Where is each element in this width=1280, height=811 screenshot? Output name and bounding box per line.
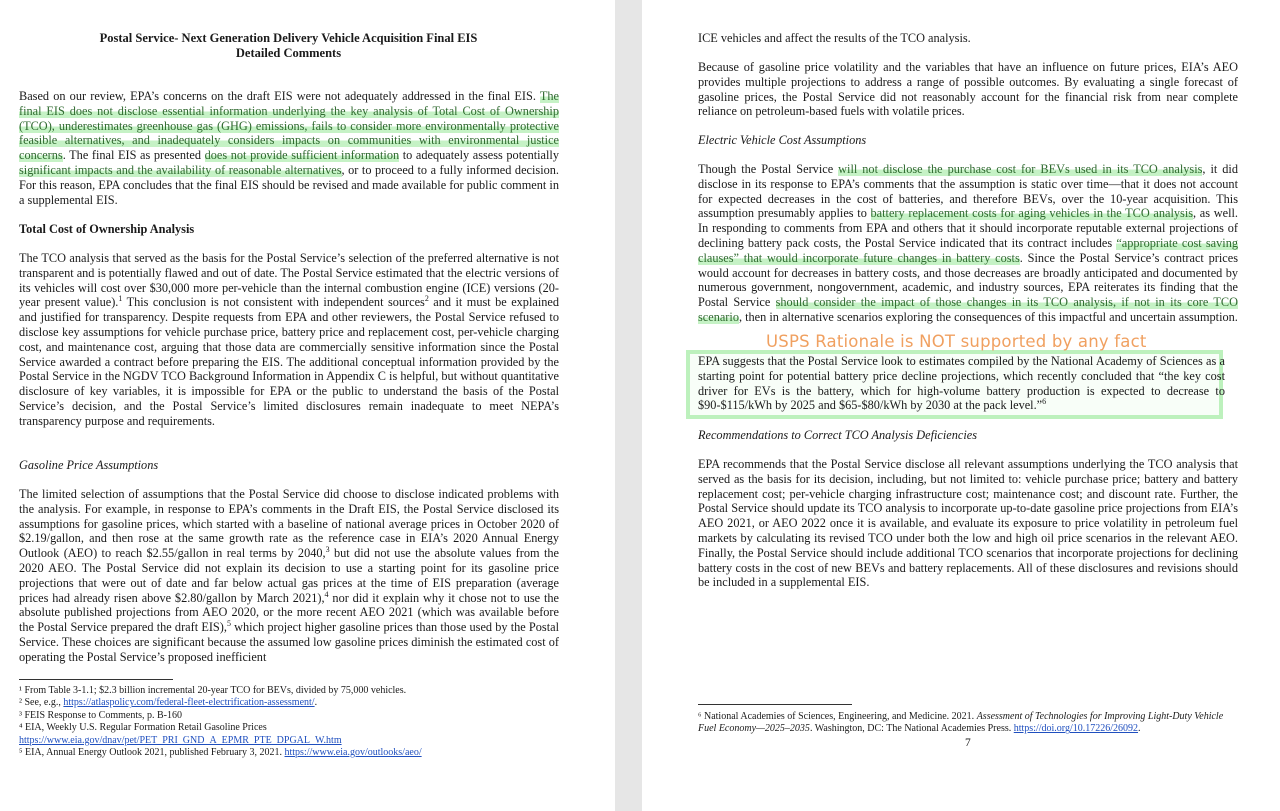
footnote-4: ⁴ EIA, Weekly U.S. Regular Formation Retail Gasoline Prices	[19, 722, 267, 734]
ev-cost-heading: Electric Vehicle Cost Assumptions	[698, 133, 867, 147]
ev-cost-paragraph: Though the Postal Service will not disclose the purchase cost for BEVs used in its TCO analysis, it did disclose in its response to EPA’s comments that the assumption is static over time—that it does not account for expected decreases in the cost of batteries, and therefore BEVs, over the 10-year acquisition. This assumption presumably applies to battery replacement costs for aging vehicles in the TCO analysis, as well. In responding to comments from EPA and others that it should incorporate reputable external projections of declining battery pack costs, the Postal Service indicated that its contract includes “appropriate cost saving clauses” that would incorporate future changes in battery costs. Since the Postal Service’s contract prices would account for decreases in battery costs, and those decreases are broadly anticipated and documented by numerous government, nongovernment, academic, and industry sources, EPA reiterates its finding that the Postal Service should consider the impact of those changes in its TCO analysis, if not in its core TCO scenario, then in alternative scenarios exploring the consequences of this impactful and uncertain assumption.	[698, 162, 1238, 324]
gasoline-paragraph: The limited selection of assumptions that the Postal Service did choose to disclose indicated problems with the analysis. For example, in response to EPA’s comments in the Draft EIS, the Postal Service disclosed its assumptions for gasoline prices, which started with a baseline of national average prices in October 2020 of $2.19/gallon, and then rose at the same growth rate as the reference case in EIA’s 2020 Annual Energy Outlook (AEO) to reach $2.55/gallon in real terms by 2040,$^3$ but did not use the absolute values from the 2020 AEO. The Postal Service did not explain its decision to use a starting point for its gasoline price projections that were out of date and far below actual gas prices at the time of EIS preparation (average prices had already risen above $2.80/gallon by March 2021),$^4$ nor did it explain why it chose not to use the absolute published projections from AEO 2020, or the more recent AEO 2021 (which was available before the Postal Service prepared the draft EIS),$^5$ which project higher gasoline prices than those used by the Postal Service. These choices are significant because the assumed low gasoline prices diminish the estimated cost of operating the Postal Service’s proposed inefficient	[19, 487, 560, 664]
footnote-6: ⁶ National Academies of Sciences, Engineering, and Medicine. 2021. Assessment of Technologies for Improving Light-Duty Vehicle Fuel Economy—2025–2035. Washington, DC: The National Academies Press. https://doi.org/10.17226/26092.	[698, 711, 1224, 735]
tco-heading: Total Cost of Ownership Analysis	[19, 222, 195, 236]
highlight-insufficient-info: does not provide sufficient information	[204, 148, 400, 163]
intro-paragraph: Based on our review, EPA’s concerns on the draft EIS were not adequately addressed in the final EIS. The final EIS does not disclose essential information underlying the key analysis of Total Cost of Ownership (TCO), underestimates greenhouse gas (GHG) emissions, fails to consider more environmentally protective feasible alternatives, and inadequately considers impacts on communities with environmental justice concerns. The final EIS as presented does not provide sufficient information to adequately assess potentially significant impacts and the availability of reasonable alternatives, or to proceed to a fully informed decision. For this reason, EPA concludes that the final EIS should be revised and made available for public comment in a supplemental EIS.	[19, 89, 559, 207]
footnote-5: ⁵ EIA, Annual Energy Outlook 2021, published February 3, 2021. https://www.eia.gov/outlooks/aeo/	[19, 747, 422, 759]
footnote-ref-2[interactable]: 2	[424, 294, 429, 304]
nas-doi-link[interactable]: https://doi.org/10.17226/26092	[1013, 723, 1139, 735]
recommendations-paragraph: EPA recommends that the Postal Service disclose all relevant assumptions underlying the TCO analysis that served as the basis for its decision, including, but not limited to: vehicle purchase price; battery and battery replacement cost; per-vehicle charging infrastructure cost; maintenance cost; and discount rate. Further, the Postal Service should update its TCO analysis to incorporate up-to-date gasoline price projections from EIA’s AEO 2021, or AEO 2022 once it is available, and evaluate its exposure to price volatility in petroleum fuel markets by calculating its revised TCO under both the low and high oil price scenarios in the relevant AEO. Finally, the Postal Service should include additional TCO scenarios that incorporate projections for declining battery costs in the cost of new BEVs and battery replacements. All of these disclosures and revisions should be included in a supplemental EIS.	[698, 457, 1238, 590]
footnote-3: ³ FEIS Response to Comments, p. B-160	[19, 709, 183, 721]
page-number: 7	[965, 737, 971, 749]
footnote-2: ² See, e.g., https://atlaspolicy.com/federal-fleet-electrification-assessment/.	[19, 697, 318, 709]
continued-text: ICE vehicles and affect the results of the TCO analysis.	[698, 31, 971, 45]
atlaspolicy-link[interactable]: https://atlaspolicy.com/federal-fleet-electrification-assessment/	[63, 697, 315, 709]
footnote-divider	[698, 704, 852, 705]
page-gutter	[615, 0, 642, 811]
left-page	[0, 0, 615, 811]
volatility-paragraph: Because of gasoline price volatility and the variables that have an influence on future prices, EIA’s AEO provides multiple projections to address a range of possible outcomes. By evaluating a single forecast of gasoline prices, the Postal Service did not reasonably account for the financial risk from near complete reliance on petroleum-based fuels with volatile prices.	[698, 60, 1238, 119]
eia-gasoline-link[interactable]: https://www.eia.gov/dnav/pet/PET_PRI_GND_A_EPMR_PTE_DPGAL_W.htm	[19, 734, 342, 746]
footnote-1: ¹ From Table 3-1.1; $2.3 billion incremental 20-year TCO for BEVs, divided by 75,000 vehicles.	[19, 685, 407, 696]
highlight-key-findings: The final EIS does not disclose essential information underlying the key analysis of Total Cost of Ownership (TCO), underestimates greenhouse gas (GHG) emissions, fails to consider more environmentally protective feasible alternatives, and inadequately considers impacts on communities with environmental justice concerns	[19, 89, 559, 163]
recommendations-heading: Recommendations to Correct TCO Analysis Deficiencies	[698, 428, 978, 442]
eia-aeo-link[interactable]: https://www.eia.gov/outlooks/aeo/	[284, 747, 422, 759]
nas-paragraph: EPA suggests that the Postal Service look to estimates compiled by the National Academy of Sciences as a starting point for potential battery price decline projections, which recently concluded that “the key cost driver for EVs is the battery, which for high-volume battery production is expected to decrease to $90-$115/kWh by 2025 and $65-$80/kWh by 2030 at the pack level.”$^6$	[698, 354, 1225, 413]
right-page	[642, 0, 1280, 811]
tco-paragraph: The TCO analysis that served as the basis for the Postal Service’s selection of the preferred alternative is not transparent and is potentially flawed and out of date. The Postal Service estimated that the electric versions of its vehicles will cost over $30,000 more per-vehicle than the internal combustion engine (ICE) versions (20-year present value).$^1$ This conclusion is not consistent with independent sources$^2$ and it must be explained and justified for transparency. Despite requests from EPA and other reviewers, the Postal Service refused to disclose key assumptions for vehicle purchase price, battery price and replacement cost, per-vehicle charging cost, and maintenance cost, arguing that those data are commercially sensitive information since the Postal Service awarded a contract before preparing the EIS. The additional conceptual information provided by the Postal Service in the NGDV TCO Background Information in Appendix C is helpful, but without quantitative disclosure of key variables, it is impossible for EPA or the public to understand the basis of the Postal Service’s decision, and the Postal Service’s limited disclosures remain inadequate to meet NEPA’s transparency purpose and requirements.	[19, 251, 559, 428]
footnote-ref-5[interactable]: 5	[226, 619, 231, 629]
highlight-purchase-cost: will not disclose the purchase cost for BEVs used in its TCO analysis	[838, 162, 1203, 176]
footnote-ref-6[interactable]: 6	[1042, 397, 1047, 407]
gasoline-heading: Gasoline Price Assumptions	[19, 458, 159, 472]
callout-annotation: USPS Rationale is NOT supported by any fact	[766, 332, 1147, 351]
highlight-cost-saving-clauses: “appropriate cost saving clauses” that would incorporate future changes in battery costs	[698, 235, 1238, 265]
footnote-ref-1[interactable]: 1	[118, 294, 123, 304]
footnotes	[19, 685, 579, 759]
footnote-divider	[19, 679, 173, 680]
highlight-consider-impact: should consider the impact of those changes in its TCO analysis, if not in its core TCO scenario	[698, 295, 1238, 324]
highlight-impacts-alternatives: significant impacts and the availability of reasonable alternatives	[19, 162, 342, 177]
highlight-battery-replacement: battery replacement costs for aging vehicles in the TCO analysis	[870, 206, 1194, 221]
document-title: Postal Service- Next Generation Delivery Vehicle Acquisition Final EIS	[99, 31, 478, 45]
footnote-ref-3[interactable]: 3	[325, 545, 330, 555]
document-subtitle: Detailed Comments	[235, 46, 342, 60]
footnote-ref-4[interactable]: 4	[324, 589, 329, 599]
